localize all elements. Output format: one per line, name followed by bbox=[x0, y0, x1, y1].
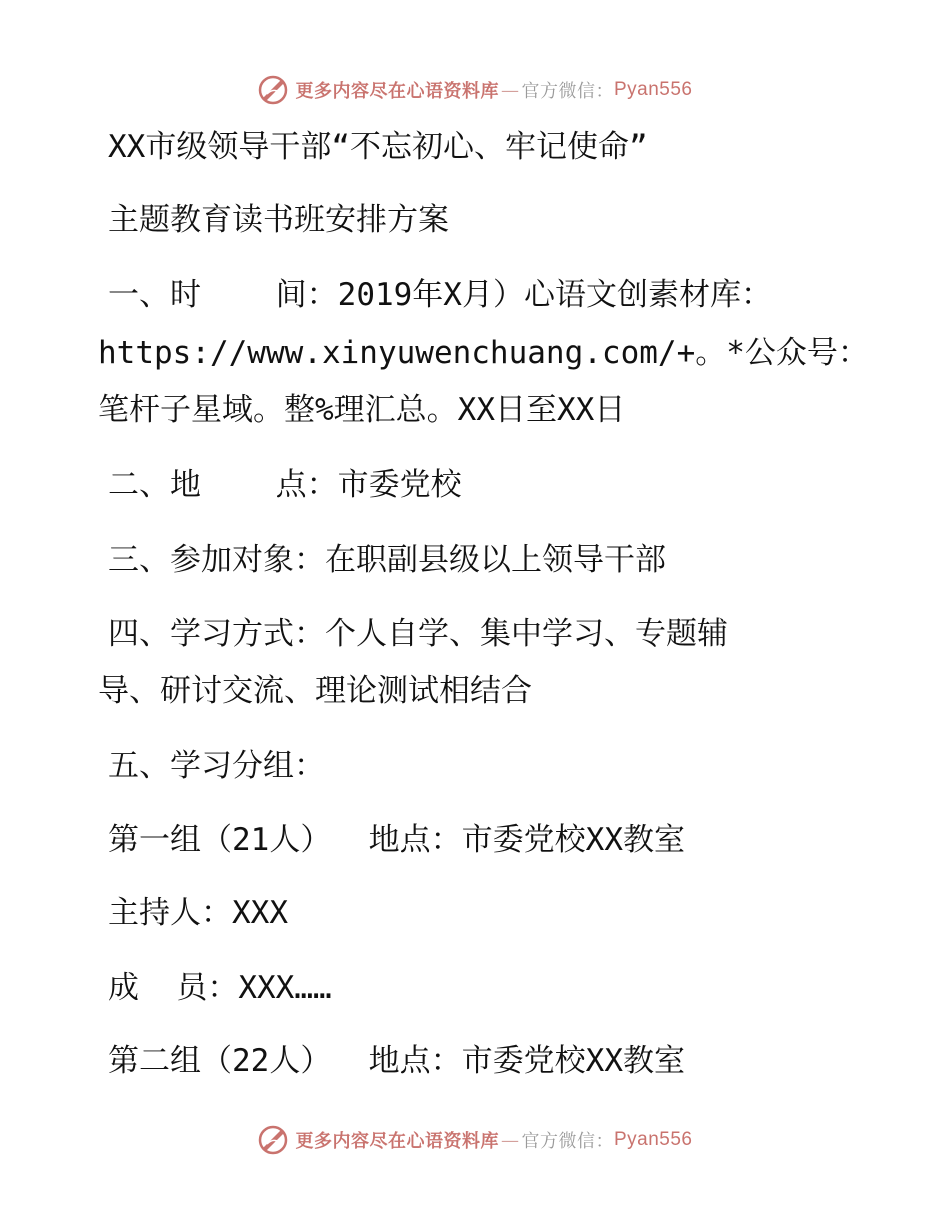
seal-logo-icon bbox=[257, 1124, 289, 1156]
banner-wechat-id: Pyan556 bbox=[613, 79, 693, 100]
group-1-members: 成 员：XXX…… bbox=[108, 970, 332, 1006]
banner-wechat-id: Pyan556 bbox=[613, 1129, 693, 1150]
banner-dash: — bbox=[500, 1129, 520, 1151]
section-method-line-2: 导、研讨交流、理论测试相结合 bbox=[98, 673, 532, 709]
group-1-line: 第一组（21人） 地点：市委党校XX教室 bbox=[108, 822, 685, 858]
banner-dash: — bbox=[500, 79, 520, 101]
banner-slogan: 更多内容尽在心语资料库 bbox=[295, 81, 499, 102]
group-2-line: 第二组（22人） 地点：市委党校XX教室 bbox=[108, 1043, 685, 1079]
banner-slogan: 更多内容尽在心语资料库 bbox=[295, 1131, 499, 1152]
header-watermark-banner bbox=[0, 70, 950, 110]
banner-official-label: 官方微信： bbox=[521, 1131, 614, 1152]
section-time-line-3: 笔杆子星域。整%理汇总。XX日至XX日 bbox=[98, 392, 626, 428]
document-title-line-1: XX市级领导干部“不忘初心、牢记使命” bbox=[108, 129, 648, 165]
section-participants: 三、参加对象：在职副县级以上领导干部 bbox=[108, 542, 666, 578]
section-time-line-1: 一、时 间：2019年X月）心语文创素材库： bbox=[108, 277, 772, 313]
section-method-line-1: 四、学习方式：个人自学、集中学习、专题辅 bbox=[108, 616, 728, 652]
section-grouping: 五、学习分组： bbox=[108, 748, 325, 784]
section-place: 二、地 点：市委党校 bbox=[108, 467, 462, 503]
section-time-line-2: https://www.xinyuwenchuang.com/+。*公众号： bbox=[98, 335, 869, 371]
footer-watermark-banner bbox=[0, 1120, 950, 1160]
seal-logo-icon bbox=[257, 74, 289, 106]
group-1-host: 主持人：XXX bbox=[108, 895, 288, 931]
banner-official-label: 官方微信： bbox=[521, 81, 614, 102]
document-title-line-2: 主题教育读书班安排方案 bbox=[108, 202, 449, 238]
